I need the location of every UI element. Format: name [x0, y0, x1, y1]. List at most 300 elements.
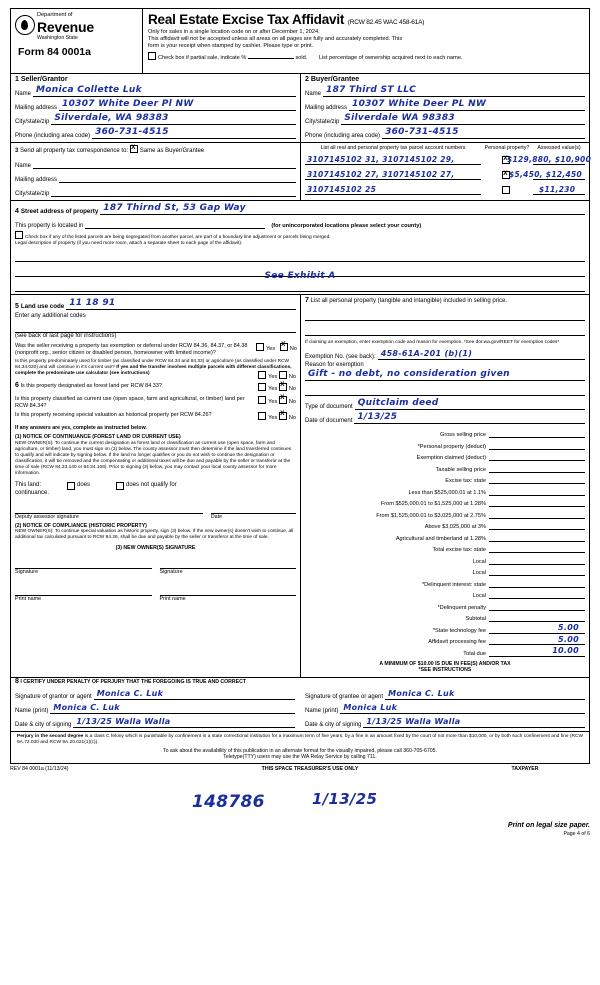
certification-columns: [15, 687, 585, 728]
minimum-due-note: A MINIMUM OF $10.00 IS DUE IN FEE(S) AND/OR TAX: [379, 660, 511, 667]
new-owner-print-label-2: Print name: [159, 595, 186, 602]
currentuse-no-label: No: [288, 399, 296, 405]
parcel-table: [301, 143, 592, 200]
tax-line-value-field[interactable]: [489, 486, 585, 496]
perjury-bold: Perjury in the second degree: [17, 733, 84, 739]
document-date-line[interactable]: [354, 412, 585, 424]
tax-line-value-field[interactable]: [489, 532, 585, 542]
grantor-date-field[interactable]: [15, 716, 295, 728]
buyer-phone-value: 360-731-4515: [385, 127, 459, 137]
assessed-value-cell[interactable]: [507, 153, 592, 165]
corr-city-field[interactable]: [15, 185, 296, 197]
tax-line-label: Excise tax: state: [445, 478, 486, 485]
land-use-code-label: Land use code: [20, 303, 65, 311]
corr-mailing-field[interactable]: [15, 171, 296, 183]
additional-codes-line[interactable]: [15, 321, 296, 333]
notice-compliance-title: (2) NOTICE OF COMPLIANCE (HISTORIC PROPERTY): [15, 523, 147, 529]
perjury-block: [10, 732, 590, 764]
seller-city-field[interactable]: [15, 113, 296, 125]
historic-no-checkbox[interactable]: [279, 412, 287, 420]
grantor-print-field[interactable]: [15, 702, 295, 714]
tax-line[interactable]: [305, 486, 585, 496]
parties-row: [10, 74, 590, 143]
tax-line-value-field[interactable]: [489, 612, 585, 622]
state-label: Washington State: [37, 34, 78, 41]
corr-name-field[interactable]: [15, 157, 296, 169]
stamp-area: [10, 772, 590, 822]
section7-label: List all personal property (tangible and intangible) included in selling price.: [310, 298, 508, 305]
this-land-row: [15, 482, 296, 490]
document-type-field[interactable]: [305, 398, 585, 410]
corr-city-label: City/state/zip: [15, 191, 50, 198]
tax-line-value-field[interactable]: [489, 543, 585, 553]
new-owner-print-label-1: Print name: [15, 595, 42, 602]
ownership-note: List percentage of ownership acquired next to each name.: [318, 55, 463, 62]
buyer-mailing-label: Mailing address: [305, 105, 348, 111]
tax-line[interactable]: [305, 578, 585, 588]
legal-line-1[interactable]: [15, 250, 585, 262]
forest-yes-label: Yes: [268, 386, 278, 393]
buyer-city-value: Silverdale WA 98383: [344, 113, 455, 123]
seller-city-label: City/state/zip: [15, 119, 50, 125]
tax-line-value-field[interactable]: [489, 520, 585, 530]
tax-line-label: Exemption claimed (deduct): [416, 455, 486, 462]
currentuse-no-checkbox[interactable]: [279, 396, 287, 404]
legal-line-3[interactable]: [15, 280, 585, 292]
corr-mailing-label: Mailing address: [15, 177, 58, 184]
header-note-2: This affidavit will not be accepted unless all areas on all pages are fully and accurately completed. This: [148, 35, 403, 42]
tax-line[interactable]: [305, 566, 585, 576]
tax-line[interactable]: [305, 463, 585, 473]
historic-yes-checkbox[interactable]: [258, 412, 266, 420]
grantee-print-label: Name (print): [305, 707, 339, 714]
section3: [11, 143, 301, 200]
deputy-date-label: Date: [210, 514, 223, 520]
tax-line-label: Affidavit processing fee: [428, 639, 486, 646]
tax-line[interactable]: [305, 555, 585, 565]
seller-mailing-field[interactable]: [15, 99, 296, 111]
section3-label: Send all property tax correspondence to:: [20, 148, 129, 154]
segregation-row: [15, 231, 585, 241]
tax-line[interactable]: [305, 532, 585, 542]
tax-line-value-field[interactable]: [489, 474, 585, 484]
same-as-buyer-label: Same as Buyer/Grantee: [139, 148, 205, 154]
land-use-code-field[interactable]: [15, 298, 296, 310]
transfer-note: Is this property predominately used for timber (as classified under RCW 84.34 and 84.33) or agriculture (as classified under RCW 84.34.020) and will continue in it's current use? If yes and the transfer involves multiple parcels with different classifications, complete the predominate use calculator (see instructions) Yes No: [15, 359, 296, 381]
new-owner-sig-cell-2: [160, 556, 297, 575]
section4-num: 4: [15, 208, 19, 216]
new-owner-sig-label-2: Signature: [159, 568, 183, 575]
seller-city-line[interactable]: [51, 113, 296, 125]
seller-mailing-value: 10307 White Deer Pl NW: [62, 99, 194, 109]
assessed-value-value: $5,450, $12,450: [509, 170, 583, 179]
deputy-assessor-label: Deputy assessor signature: [15, 514, 79, 520]
predominate-no-checkbox[interactable]: [279, 371, 287, 379]
tax-line-value-field[interactable]: [489, 589, 585, 599]
section3-num: 3: [15, 148, 19, 154]
historic-row: [15, 412, 296, 422]
parcel-col3-header: Assessed value(s): [537, 145, 581, 151]
does-not-checkbox[interactable]: [116, 482, 124, 490]
grantee-print-value: Monica Luk: [343, 702, 398, 712]
tax-line-value-field[interactable]: [489, 566, 585, 576]
located-in-line[interactable]: [85, 217, 265, 229]
grantee-signature-field[interactable]: [305, 688, 585, 700]
buyer-city-line[interactable]: [341, 113, 585, 125]
buyer-mailing-value: 10307 White Deer PL NW: [352, 99, 487, 109]
partial-sale-row: [148, 52, 584, 61]
section7-num: 7: [305, 297, 309, 305]
tax-line-value-field[interactable]: [489, 440, 585, 450]
street-address-field[interactable]: [15, 203, 585, 215]
current-use-question: Is this property classified as current use (open space, farm and agricultural, or timber) land per RCW 84.34?: [15, 396, 245, 409]
header-note-3: form is your receipt when stamped by cashier. Please type or print.: [148, 42, 314, 49]
corr-city-line[interactable]: [51, 185, 296, 197]
segregation-checkbox[interactable]: [15, 231, 23, 239]
new-owner-print-cell-2: [160, 583, 297, 602]
ada-note-1: To ask about the availability of this publication in an alternate format for the visually impaired, please call 360-705-6705.: [163, 747, 437, 754]
grantor-date-label: Date & city of signing: [15, 721, 72, 728]
grantor-signature-label: Signature of grantor or agent: [15, 693, 92, 700]
current-use-answer[interactable]: [256, 396, 296, 409]
agency-name: Revenue: [37, 18, 94, 35]
legal-line-2[interactable]: [15, 265, 585, 282]
notice-continuance-body: NEW OWNER(S): To continue the current designation as forest land or classification as current use (open space, farm and agriculture, or timber) land, you must sign on (3) below. The county assessor must then determine if the land transferred continues to qualify and will indicate by signing below. If the land no longer qualifies or you do not wish to continue the designation or classification, it will be removed and the compensating or additional taxes will be due and payable by the seller or transferor at the time of sale (RCW 84.33.140 or 84.34.108). Prior to signing (3) below, you may contact your local county assessor for more information.: [15, 440, 292, 476]
table-row[interactable]: [305, 153, 592, 165]
partial-sale-percent-field[interactable]: [248, 58, 294, 59]
tax-line-label: Total due: [463, 650, 486, 657]
grantor-date-line[interactable]: [73, 716, 295, 728]
perjury-text: is a class C felony which is punishable by confinement in a state correctional institution for a maximum term of five years, by a fine in an amount fixed by the court of not more than $10,000, or by both such confinement and fine (RCW 9A.72.030 and RCW 9A.20.021(1)(c)).: [17, 733, 583, 745]
seller-mailing-line[interactable]: [59, 99, 296, 111]
tax-line-label: *Delinquent penalty: [437, 604, 486, 611]
seller-mailing-label: Mailing address: [15, 105, 58, 111]
forest-land-question: Is this property designated as forest land per RCW 84.33?: [20, 383, 162, 390]
continuance-label: continuance.: [15, 489, 50, 496]
partial-sale-checkbox[interactable]: [148, 52, 156, 60]
assessed-value-cell[interactable]: [533, 183, 585, 195]
grantee-print-line[interactable]: [340, 702, 585, 714]
exemption-reason-line[interactable]: [305, 369, 585, 381]
buyer-mailing-line[interactable]: [349, 99, 585, 111]
correspondence-parcels-row: [10, 143, 590, 201]
does-not-label: does not qualify for: [126, 481, 177, 488]
tax-line-label: From $525,000.01 to $1,525,000 at 1.28%: [380, 501, 486, 508]
historic-yes-label: Yes: [268, 415, 278, 422]
exemption-question-text: Was the seller receiving a property tax exemption or deferral under RCW 84.36, 84.37, or 84.38 (nonprofit org., senior citizen or disabled person, homeowner with limited income)?: [15, 343, 248, 356]
section5-num: 5: [15, 303, 19, 311]
buyer-name-label: Name: [305, 91, 322, 97]
forest-yes-checkbox[interactable]: [258, 383, 266, 391]
exemption-answer[interactable]: [256, 343, 296, 356]
document-type-value: Quitclaim deed: [357, 398, 439, 409]
historic-no-label: No: [288, 415, 296, 422]
assessed-value-value: $129,880, $10,900: [507, 155, 592, 164]
section6-num: 6: [15, 382, 19, 390]
tax-line-value-field[interactable]: [489, 555, 585, 565]
current-use-row: [15, 396, 296, 409]
grantor-date-value: 1/13/25 Walla Walla: [76, 716, 171, 726]
parcel-number-cell[interactable]: [305, 168, 481, 180]
additional-codes-label: Enter any additional codes: [15, 313, 86, 320]
grantee-block: [305, 687, 585, 728]
tax-line-value-field[interactable]: [489, 509, 585, 519]
assessed-value-value: $11,230: [539, 185, 576, 194]
header-note-1: Only for sales in a single location code on or after December 1, 2024.: [148, 29, 320, 35]
parcel-number-value: 3107145102 27, 3107145102 27,: [307, 170, 455, 179]
tax-line-value-field[interactable]: [489, 647, 585, 657]
corr-name-label: Name: [15, 163, 32, 170]
exemption-yes-label: Yes: [266, 346, 276, 353]
document-type-label: Type of document: [305, 404, 353, 411]
tax-line-label: Less than $525,000.01 at 1.1%: [408, 489, 486, 496]
partial-sale-tail: sold.: [295, 55, 308, 62]
section4: [10, 201, 590, 295]
new-owner-sig-label-1: Signature: [15, 568, 39, 575]
this-land-label: This land:: [15, 481, 42, 488]
parcel-number-cell[interactable]: [305, 153, 481, 165]
buyer-section: [301, 74, 589, 142]
parcel-number-value: 3107145102 31, 3107145102 29,: [307, 155, 455, 164]
located-in-label: This property is located in: [15, 223, 84, 230]
assessed-value-cell[interactable]: [509, 168, 585, 180]
form-number: Form 84 0001a: [18, 45, 91, 58]
currentuse-yes-checkbox[interactable]: [258, 396, 266, 404]
tax-line-value-field[interactable]: [489, 428, 585, 438]
historic-question: Is this property receiving special valuation as historical property per RCW 84.26?: [15, 412, 212, 419]
section4-label: Street address of property: [20, 208, 99, 216]
forest-land-answer[interactable]: [256, 383, 296, 393]
land-use-code-line[interactable]: [66, 298, 296, 310]
buyer-name-field[interactable]: [305, 85, 585, 97]
currentuse-yes-label: Yes: [268, 399, 278, 405]
corr-mailing-line[interactable]: [59, 171, 296, 183]
page-number: Page 4 of 6: [563, 830, 590, 837]
personal-property-checkbox[interactable]: [502, 186, 510, 194]
exemption-intro: If claiming an exemption, enter exemption code and reason for exemption. *See dor.wa.gov/REET for exemption codes*: [305, 339, 560, 345]
grantee-date-value: 1/13/25 Walla Walla: [366, 716, 461, 726]
new-owner-signature-line-2[interactable]: [160, 556, 297, 569]
exemption-code-label: Exemption No. (see back):: [305, 353, 376, 360]
perjury-note: [17, 734, 583, 746]
deputy-date-line[interactable]: [211, 501, 296, 514]
tax-line-value-field[interactable]: [489, 578, 585, 588]
buyer-name-line[interactable]: [323, 85, 585, 97]
street-address-line[interactable]: [100, 203, 585, 215]
tax-line-label: Local: [472, 558, 486, 565]
personal-property-line-1[interactable]: [305, 309, 585, 321]
seller-phone-label: Phone (including area code): [15, 133, 91, 139]
form-title: [148, 12, 584, 27]
forest-land-row: [15, 383, 296, 393]
document-date-field[interactable]: [305, 412, 585, 424]
tax-line[interactable]: [305, 428, 585, 438]
grantee-date-field[interactable]: [305, 716, 585, 728]
new-owner-signature-title: (3) NEW OWNER(S) SIGNATURE: [115, 545, 196, 552]
located-in-note: (for unincorporated locations please select your county): [271, 223, 422, 230]
section8-num: 8: [15, 677, 19, 685]
exemption-no-label: No: [289, 346, 297, 353]
personal-property-cell[interactable]: [481, 186, 533, 195]
predominate-yes-checkbox[interactable]: [258, 371, 266, 379]
grantee-print-field[interactable]: [305, 702, 585, 714]
seller-city-value: Silverdale, WA 98383: [54, 113, 169, 123]
document-date-label: Date of document: [305, 418, 353, 425]
seller-phone-value: 360-731-4515: [95, 127, 169, 137]
buyer-name-value: 187 Third ST LLC: [326, 85, 417, 95]
seller-name-label: Name: [15, 91, 32, 97]
new-owner-print-line-2[interactable]: [160, 583, 297, 596]
new-owner-print-row: [15, 583, 296, 602]
tax-line[interactable]: [305, 474, 585, 484]
section3-heading: [15, 145, 296, 155]
tax-line-value-field[interactable]: [489, 601, 585, 611]
tax-line[interactable]: [305, 624, 585, 634]
parcel-number-value: 3107145102 25: [307, 185, 377, 194]
stamp-date: 1/13/25: [312, 790, 378, 809]
tax-line[interactable]: [305, 635, 585, 645]
treasurer-label: THIS SPACE TREASURER'S USE ONLY: [261, 765, 359, 772]
tax-line[interactable]: [305, 647, 585, 657]
seller-heading: 1 Seller/Grantor: [15, 76, 68, 83]
if-any-yes-note: If any answers are yes, complete as instructed below.: [15, 424, 147, 431]
print-footer: [10, 822, 590, 837]
section8-heading-text: I CERTIFY UNDER PENALTY OF PERJURY THAT THE FOREGOING IS TRUE AND CORRECT: [20, 678, 247, 685]
does-checkbox[interactable]: [67, 482, 75, 490]
parcel-col2-header: Personal property?: [484, 145, 530, 151]
table-row[interactable]: [305, 168, 585, 180]
exemption-reason-value: Gift - no debt, no consideration given: [308, 369, 510, 380]
tax-line[interactable]: [305, 601, 585, 611]
grantor-print-value: Monica C. Luk: [53, 702, 120, 712]
buyer-phone-label: Phone (including area code): [305, 133, 381, 139]
tax-line-label: Total excise tax: state: [432, 547, 486, 554]
tax-line-value-field[interactable]: [489, 624, 585, 634]
tax-line-value-field[interactable]: [489, 451, 585, 461]
buyer-city-field[interactable]: [305, 113, 585, 125]
exemption-yes-checkbox[interactable]: [256, 343, 264, 351]
tax-line-label: Local: [472, 570, 486, 577]
seller-phone-line[interactable]: [92, 127, 296, 139]
grantor-print-line[interactable]: [50, 702, 295, 714]
agency-block: [11, 9, 143, 73]
parcel-table-header: [305, 145, 585, 151]
deputy-assessor-cell: [15, 501, 203, 520]
grantor-signature-line[interactable]: [94, 688, 295, 700]
forest-no-checkbox[interactable]: [279, 383, 287, 391]
same-as-buyer-checkbox[interactable]: [130, 145, 138, 153]
new-owner-signature-line-1[interactable]: [15, 556, 152, 569]
revision-number: REV 84 0001a (11/13/24): [10, 765, 69, 772]
grantee-signature-value: Monica C. Luk: [388, 688, 455, 698]
buyer-mailing-field[interactable]: [305, 99, 585, 111]
tax-line[interactable]: [305, 497, 585, 507]
tax-line-label: Subtotal: [465, 616, 486, 623]
see-instructions-note: *SEE INSTRUCTIONS: [418, 667, 472, 674]
seller-phone-field[interactable]: [15, 127, 296, 139]
tax-calculation-list: [305, 428, 585, 657]
table-row[interactable]: [305, 183, 585, 195]
department-label: Department of: [37, 12, 73, 18]
section7-heading: [305, 297, 585, 305]
tax-line[interactable]: [305, 509, 585, 519]
seller-name-line[interactable]: [33, 85, 296, 97]
grantor-print-label: Name (print): [15, 707, 49, 714]
seller-section: [11, 74, 301, 142]
buyer-heading: 2 Buyer/Grantee: [305, 76, 360, 83]
tax-line-value-field[interactable]: [489, 635, 585, 645]
buyer-phone-field[interactable]: [305, 127, 585, 139]
notice-compliance-body: NEW OWNER(S): To continue special valuation as historic property, sign (3) below. If the new owner(s) doesn't wish to continue, all additional tax calculated pursuant to RCW 84.26, shall be due and payable by the seller or transferor at the time of sale.: [15, 529, 294, 541]
exemption-reason-line-2[interactable]: [305, 384, 585, 396]
grantee-date-line[interactable]: [363, 716, 585, 728]
tax-line[interactable]: [305, 589, 585, 599]
tax-line-label: From $1,525,000.01 to $3,025,000 at 2.75%: [376, 512, 486, 519]
exemption-code-line[interactable]: [378, 348, 585, 360]
deputy-date-cell: [211, 501, 296, 520]
grantee-date-label: Date & city of signing: [305, 721, 362, 728]
grantee-signature-label: Signature of grantee or agent: [305, 693, 384, 700]
main-body-row: [10, 295, 590, 677]
ada-note-2: Teletype(TTY) users may use the WA Relay Service by calling 711.: [223, 754, 377, 761]
document-type-line[interactable]: [355, 398, 585, 410]
land-use-code-value: 11 18 91: [69, 298, 116, 309]
notice-continuance-title: (1) NOTICE OF CONTINUANCE (FOREST LAND OR CURRENT USE): [15, 434, 181, 441]
legal-size-note: Print on legal size paper.: [507, 822, 590, 830]
exemption-no-checkbox[interactable]: [280, 343, 288, 351]
parcel-number-cell[interactable]: [305, 183, 481, 195]
tax-line[interactable]: [305, 612, 585, 622]
corr-name-line[interactable]: [33, 157, 296, 169]
deputy-assessor-signature-line[interactable]: [15, 501, 203, 514]
partial-sale-label: Check box if partial sale, indicate %: [158, 55, 247, 62]
form-title-citation: (RCW 82.45 WAC 458-61A): [347, 19, 425, 26]
buyer-phone-line[interactable]: [382, 127, 585, 139]
tax-line-label: Agricultural and timberland at 1.28%: [395, 535, 486, 542]
tax-line-label: *Delinquent interest: state: [421, 581, 486, 588]
grantor-signature-field[interactable]: [15, 688, 295, 700]
new-owner-sig-cell-1: [15, 556, 152, 575]
taxpayer-label: TAXPAYER: [511, 765, 539, 772]
historic-answer[interactable]: [256, 412, 296, 422]
grantee-signature-line[interactable]: [385, 688, 585, 700]
grantor-signature-value: Monica C. Luk: [96, 688, 164, 698]
new-owner-print-line-1[interactable]: [15, 583, 152, 596]
tax-line[interactable]: [305, 543, 585, 553]
segregation-label: Check box if any of the listed parcels are being segregated from another parcel, are part of a boundary line adjustment or parcels being merged.: [25, 235, 331, 241]
exemption-reason-label: Reason for exemption: [305, 361, 364, 368]
tax-line-label: Local: [472, 593, 486, 600]
seller-name-field[interactable]: [15, 85, 296, 97]
tax-line[interactable]: [305, 440, 585, 450]
header-note: [148, 29, 584, 49]
exemption-code-field[interactable]: [305, 348, 585, 360]
deputy-assessor-row: [15, 501, 296, 520]
state-seal-icon: [15, 15, 35, 35]
tax-line-label: Taxable selling price: [435, 466, 486, 473]
personal-property-line-2[interactable]: [305, 324, 585, 336]
tax-line-value-field[interactable]: [489, 497, 585, 507]
legal-description-value: See Exhibit A: [264, 271, 336, 282]
tax-line[interactable]: [305, 520, 585, 530]
section5-6: [11, 295, 301, 676]
located-in-field[interactable]: [15, 217, 585, 229]
tax-line-value-field[interactable]: [489, 463, 585, 473]
street-address-value: 187 Thirnd St, 53 Gap Way: [103, 203, 246, 214]
tax-line-value: 10.00: [552, 646, 579, 656]
tax-line[interactable]: [305, 451, 585, 461]
does-label: does: [77, 481, 91, 488]
